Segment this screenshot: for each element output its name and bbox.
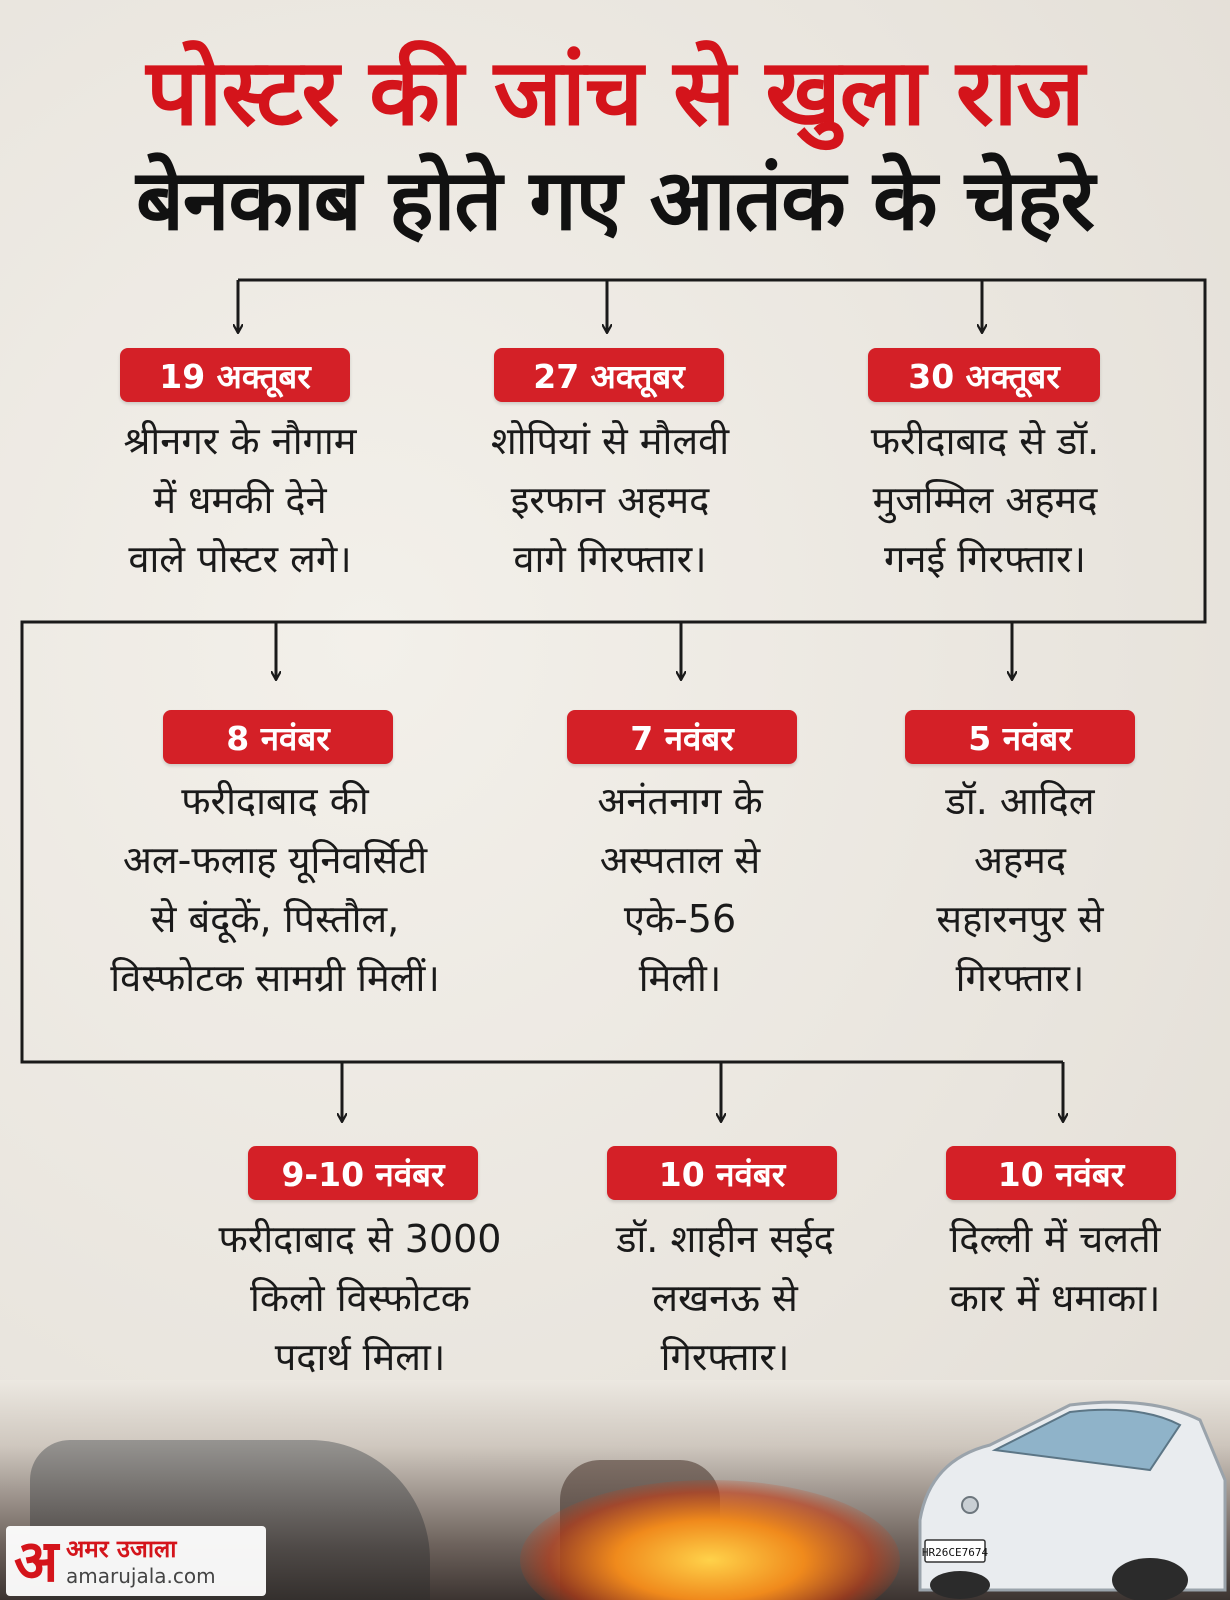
event-line: वागे गिरफ्तार।	[513, 537, 707, 581]
event-line: गिरफ्तार।	[660, 1335, 790, 1379]
event-line: डॉ. शाहीन सईद	[616, 1217, 834, 1261]
event-line: फरीदाबाद से डॉ.	[870, 419, 1100, 463]
event-line: कार में धमाका।	[949, 1276, 1161, 1320]
date-badge: 5 नवंबर	[905, 710, 1135, 764]
event-line: वाले पोस्टर लगे।	[128, 537, 352, 581]
date-badge: 27 अक्तूबर	[494, 348, 724, 402]
event-line: अनंतनाग के	[597, 779, 763, 823]
event-line: फरीदाबाद की	[181, 779, 369, 823]
event-line: डॉ. आदिल	[945, 779, 1095, 823]
event-line: अस्पताल से	[599, 838, 761, 882]
event-line: किलो विस्फोटक	[250, 1276, 470, 1320]
date-badge: 7 नवंबर	[567, 710, 797, 764]
event-line: विस्फोटक सामग्री मिलीं।	[110, 956, 440, 1000]
event-line: अहमद	[973, 838, 1067, 882]
event-line: गनई गिरफ्तार।	[884, 537, 1086, 581]
date-badge: 30 अक्तूबर	[868, 348, 1100, 402]
event-line: अल-फलाह यूनिवर्सिटी	[122, 838, 428, 882]
logo-name: अमर उजाला	[66, 1535, 177, 1563]
event-text	[550, 772, 810, 1008]
event-text	[805, 412, 1165, 589]
event-line: दिल्ली में चलती	[949, 1217, 1161, 1261]
date-badge: 19 अक्तूबर	[120, 348, 350, 402]
event-text	[900, 1210, 1210, 1328]
event-line: में धमकी देने	[153, 478, 327, 522]
car-image	[900, 1390, 1230, 1600]
event-line: फरीदाबाद से 3000	[218, 1217, 502, 1261]
number-plate-text: HR26CE7674	[921, 1546, 989, 1559]
event-line: शोपियां से मौलवी	[490, 419, 730, 463]
event-line: मुजम्मिल अहमद	[872, 478, 1098, 522]
event-line: श्रीनगर के नौगाम	[123, 419, 357, 463]
event-line: लखनऊ से	[652, 1276, 798, 1320]
event-text	[565, 1210, 885, 1387]
event-text	[430, 412, 790, 589]
main-title: पोस्टर की जांच से खुला राज	[146, 39, 1084, 146]
event-line: से बंदूकें, पिस्तौल,	[150, 897, 400, 941]
event-text	[40, 772, 510, 1008]
event-line: इरफान अहमद	[510, 478, 710, 522]
event-line: सहारनपुर से	[936, 897, 1104, 941]
event-line: पदार्थ मिला।	[274, 1335, 446, 1379]
main-subtitle: बेनकाब होते गए आतंक के चेहरे	[135, 151, 1095, 249]
event-line: एके-56	[623, 897, 737, 941]
logo-mark: अ	[14, 1527, 59, 1595]
date-badge: 9-10 नवंबर	[248, 1146, 478, 1200]
amar-ujala-logo	[6, 1526, 266, 1596]
event-line: गिरफ्तार।	[955, 956, 1085, 1000]
event-line: मिली।	[638, 956, 722, 1000]
date-badge: 10 नवंबर	[607, 1146, 837, 1200]
event-text	[60, 412, 420, 589]
date-badge: 8 नवंबर	[163, 710, 393, 764]
event-text	[880, 772, 1160, 1008]
date-badge: 10 नवंबर	[946, 1146, 1176, 1200]
event-text	[170, 1210, 550, 1387]
logo-site: amarujala.com	[66, 1564, 216, 1588]
